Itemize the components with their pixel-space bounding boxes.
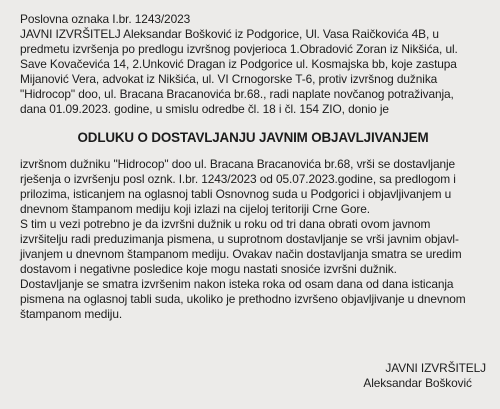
body-line: rješenja o izvršenju posl oznk. I.br. 1243/2023 od 05.07.2023.godine, sa predlogom i <box>20 172 456 186</box>
body-line: izvršnom dužniku "Hidrocop" doo ul. Bracana Bracanovića br.68, vrši se dostavljanje <box>20 157 456 171</box>
decision-title: ODLUKU O DOSTAVLJANJU JAVNIM OBJAVLJIVANJEM <box>77 130 429 145</box>
intro-line: dana 01.09.2023. godine, u smislu odredbe čl. 18 i čl. 154 ZIO, donio je <box>20 102 389 116</box>
body-line: S tim u vezi potrebno je da izvršni dužnik u roku od tri dana obrati ovom javnom <box>20 217 431 231</box>
body-line: dnevnom štampanom mediju koji izlazi na cijeloj teritoriji Crne Gore. <box>20 202 370 216</box>
signature-name: Aleksandar Bošković <box>363 376 472 390</box>
body-line: dostavom i negativne posledice koje mogu nastati snosiće izvršni dužnik. <box>20 262 397 276</box>
intro-line: JAVNI IZVRŠITELJ Aleksandar Bošković iz Podgorice, Ul. Vasa Raičkovića 4B, u <box>20 27 439 41</box>
signature-title: JAVNI IZVRŠITELJ <box>385 361 486 375</box>
body-line: izvršitelju radi preduzimanja pismena, u suprotnom dostavljanje se vrši javnim objavl- <box>20 232 459 246</box>
intro-line: "Hidrocop" doo, ul. Bracana Bracanovića br.68., radi naplate novčanog potraživanja, <box>20 87 454 101</box>
body-line: prilozima, isticanjem na oglasnoj tabli Osnovnog suda u Podgorici i objavljivanjem u <box>20 187 452 201</box>
intro-paragraph <box>20 27 486 117</box>
intro-line: Save Kovačevića 14, 2.Unković Dragan iz Podgorice ul. Kosmajska bb, koje zastupa <box>20 57 457 71</box>
intro-line: Mijanović Vera, advokat iz Nikšića, ul. VI Crnogorske T-6, protiv izvršnog dužnika <box>20 72 438 86</box>
body-paragraph <box>20 157 486 322</box>
reference-number: Poslovna oznaka I.br. 1243/2023 <box>20 12 191 26</box>
body-line: Dostavljanje se smatra izvršenim nakon isteka roka od osam dana od dana isticanja <box>20 277 454 291</box>
body-line: štampanom mediju. <box>20 307 123 321</box>
body-line: jivanjem u dnevnom štampanom mediju. Ovakav način dostavljanja smatra se uredim <box>20 247 462 261</box>
signature-block <box>363 361 486 391</box>
body-line: pismena na oglasnoj tabli suda, ukoliko je prethodno izvršeno objavljivanje u dnevnom <box>20 292 466 306</box>
intro-line: predmetu izvršenja po predlogu izvršnog povjerioca 1.Obradović Zoran iz Nikšića, ul. <box>20 42 458 56</box>
